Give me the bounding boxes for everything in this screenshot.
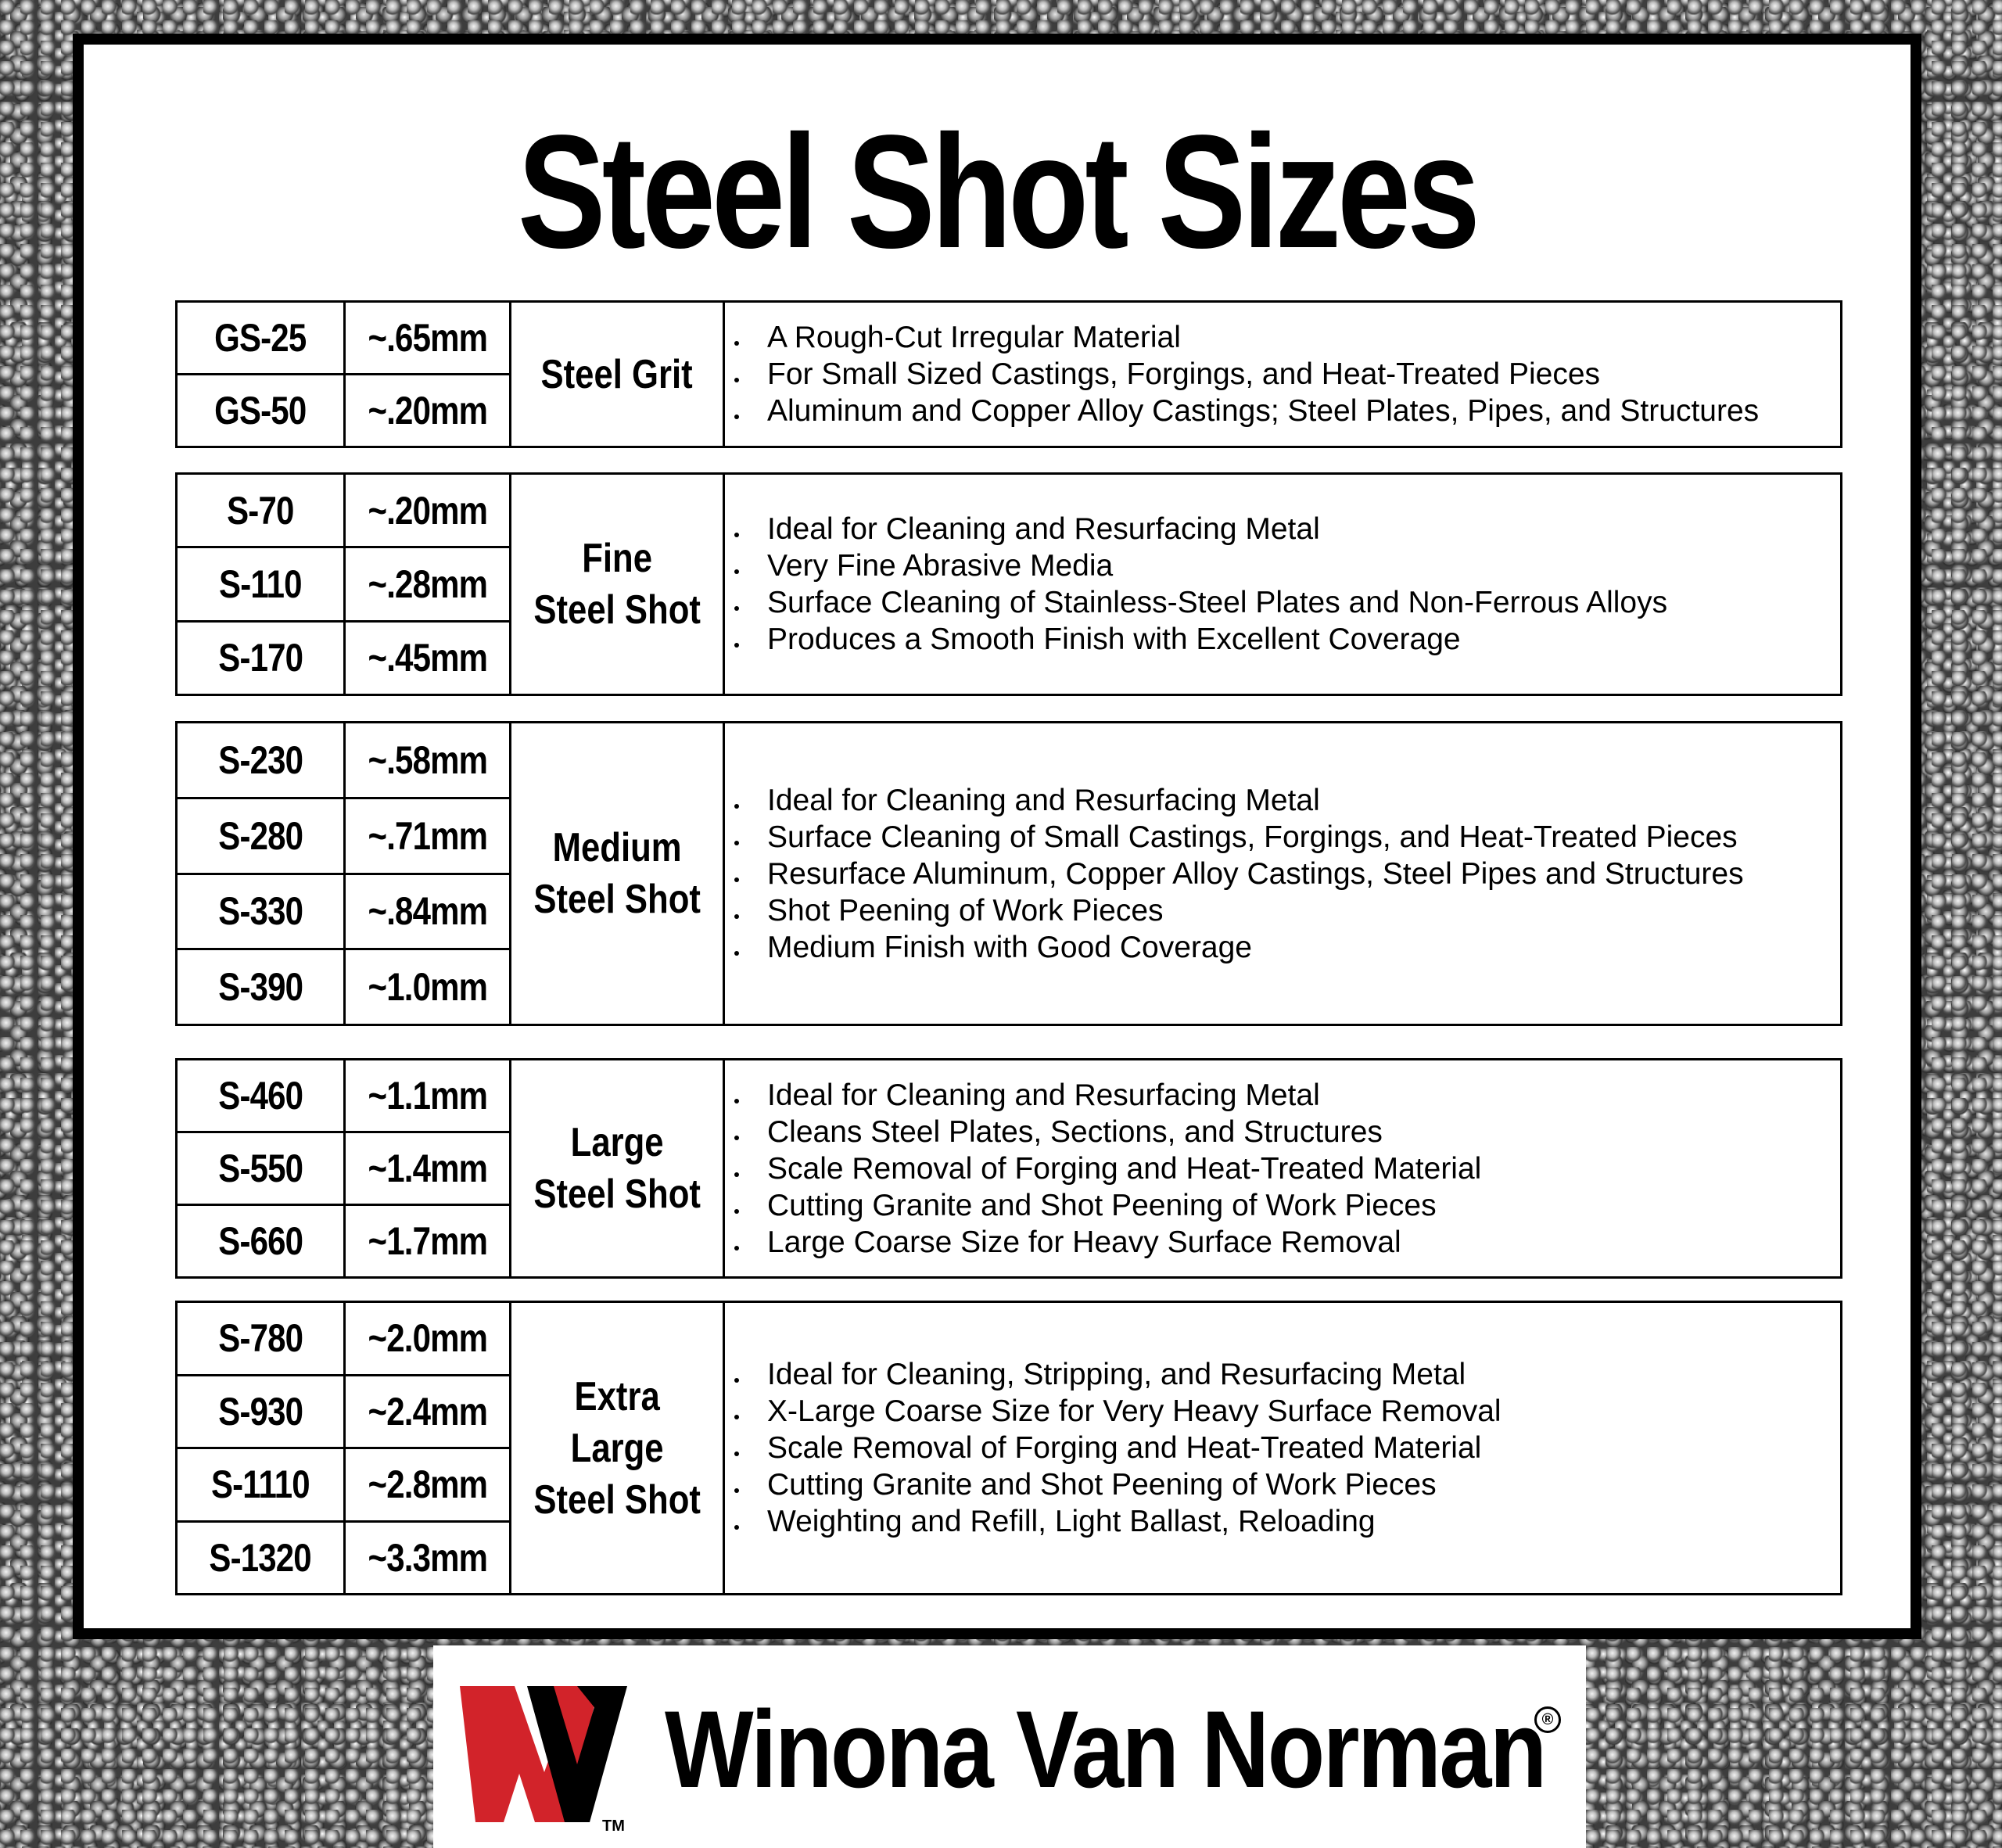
shot-code: S-660	[218, 1219, 303, 1263]
shot-code: S-330	[218, 889, 303, 934]
bullet-item: Shot Peening of Work Pieces	[766, 892, 1840, 929]
category-cell	[511, 1060, 725, 1276]
bullet-item: For Small Sized Castings, Forgings, and Heat-Treated Pieces	[766, 356, 1840, 393]
bullet-list	[766, 511, 1840, 658]
bullet-item: Ideal for Cleaning and Resurfacing Metal	[766, 782, 1840, 819]
shot-size-cell	[346, 950, 511, 1024]
bullet-item: Ideal for Cleaning and Resurfacing Metal	[766, 511, 1840, 547]
shot-code: S-230	[218, 737, 303, 782]
shot-code-cell	[178, 875, 346, 951]
shot-size-cell	[346, 1133, 511, 1206]
description-cell	[725, 723, 1840, 1024]
shot-code-cell	[178, 1523, 346, 1594]
shot-code: S-1110	[211, 1462, 310, 1507]
shot-code: S-70	[227, 488, 294, 533]
bullet-item: Surface Cleaning of Stainless-Steel Plates and Non-Ferrous Alloys	[766, 584, 1840, 621]
shot-size: ~1.7mm	[368, 1219, 487, 1263]
brand-footer	[433, 1645, 1586, 1848]
shot-code-cell	[178, 1060, 346, 1133]
bullet-item: Scale Removal of Forging and Heat-Treated Material	[766, 1430, 1840, 1466]
code-column	[178, 1303, 346, 1593]
bullet-item: Surface Cleaning of Small Castings, Forgings, and Heat-Treated Pieces	[766, 819, 1840, 856]
winona-logo-icon	[460, 1680, 648, 1828]
shot-size-cell	[346, 1206, 511, 1276]
category-label: Steel Grit	[540, 351, 694, 397]
shot-size-cell	[346, 1060, 511, 1133]
category-cell	[511, 475, 725, 694]
shot-code: S-390	[218, 965, 303, 1010]
shot-code-cell	[178, 303, 346, 375]
category-label: Medium Steel Shot	[533, 825, 701, 922]
category-cell	[511, 303, 725, 446]
shot-size-cell	[346, 799, 511, 875]
bullet-list	[766, 1077, 1840, 1261]
code-column	[178, 1060, 346, 1276]
shot-code-cell	[178, 950, 346, 1024]
shot-size: ~.58mm	[368, 737, 487, 782]
shot-size: ~.84mm	[368, 889, 487, 934]
category-cell	[511, 1303, 725, 1593]
category-label: Extra Large Steel Shot	[533, 1373, 701, 1523]
shot-size: ~1.1mm	[368, 1074, 487, 1118]
size-group	[175, 472, 1842, 696]
shot-size-cell	[346, 375, 511, 446]
size-column	[346, 303, 511, 446]
description-cell	[725, 303, 1840, 446]
size-column	[346, 1303, 511, 1593]
shot-size-cell	[346, 475, 511, 548]
shot-size-cell	[346, 1376, 511, 1450]
description-cell	[725, 475, 1840, 694]
shot-size: ~1.4mm	[368, 1146, 487, 1190]
shot-size: ~1.0mm	[368, 965, 487, 1010]
shot-code: S-460	[218, 1074, 303, 1118]
bullet-item: Medium Finish with Good Coverage	[766, 929, 1840, 966]
bullet-item: Weighting and Refill, Light Ballast, Reloading	[766, 1503, 1840, 1540]
shot-size: ~3.3mm	[368, 1535, 487, 1580]
bullet-item: Cutting Granite and Shot Peening of Work Pieces	[766, 1466, 1840, 1503]
bullet-item: Scale Removal of Forging and Heat-Treated Material	[766, 1150, 1840, 1187]
shot-code: S-170	[218, 636, 303, 680]
bullet-item: Aluminum and Copper Alloy Castings; Steel Plates, Pipes, and Structures	[766, 393, 1840, 429]
shot-size: ~2.8mm	[368, 1462, 487, 1507]
shot-code: S-550	[218, 1146, 303, 1190]
shot-size-cell	[346, 1303, 511, 1376]
bullet-item: Very Fine Abrasive Media	[766, 547, 1840, 584]
shot-code: S-780	[218, 1316, 303, 1361]
size-group	[175, 300, 1842, 448]
shot-size: ~2.4mm	[368, 1389, 487, 1434]
category-label: Fine Steel Shot	[533, 536, 701, 633]
page-title: Steel Shot Sizes	[517, 102, 1477, 282]
bullet-list	[766, 319, 1840, 429]
shot-code-cell	[178, 723, 346, 799]
bullet-item: Ideal for Cleaning, Stripping, and Resurfacing Metal	[766, 1356, 1840, 1393]
description-cell	[725, 1303, 1840, 1593]
bullet-list	[766, 782, 1840, 966]
shot-size-cell	[346, 548, 511, 622]
trademark-mark: TM	[602, 1817, 625, 1835]
bullet-item: Ideal for Cleaning and Resurfacing Metal	[766, 1077, 1840, 1114]
size-column	[346, 475, 511, 694]
shot-size: ~.45mm	[368, 636, 487, 680]
shot-code-cell	[178, 1133, 346, 1206]
shot-size: ~.28mm	[368, 562, 487, 606]
bullet-item: X-Large Coarse Size for Very Heavy Surface Removal	[766, 1393, 1840, 1430]
shot-size: ~.20mm	[368, 488, 487, 533]
size-group	[175, 1301, 1842, 1595]
shot-code-cell	[178, 799, 346, 875]
shot-code-cell	[178, 1376, 346, 1450]
shot-code-cell	[178, 375, 346, 446]
code-column	[178, 723, 346, 1024]
shot-size-cell	[346, 623, 511, 694]
bullet-item: A Rough-Cut Irregular Material	[766, 319, 1840, 356]
code-column	[178, 475, 346, 694]
shot-size: ~2.0mm	[368, 1316, 487, 1361]
shot-code-cell	[178, 1449, 346, 1523]
size-column	[346, 1060, 511, 1276]
description-cell	[725, 1060, 1840, 1276]
shot-code-cell	[178, 623, 346, 694]
category-label: Large Steel Shot	[533, 1120, 701, 1217]
size-column	[346, 723, 511, 1024]
shot-size-cell	[346, 875, 511, 951]
bullet-item: Large Coarse Size for Heavy Surface Removal	[766, 1224, 1840, 1261]
size-group	[175, 1058, 1842, 1279]
shot-code-cell	[178, 1206, 346, 1276]
shot-size: ~.65mm	[368, 316, 487, 360]
shot-code: GS-25	[214, 316, 307, 360]
shot-size: ~.20mm	[368, 389, 487, 432]
shot-code-cell	[178, 475, 346, 548]
shot-code: S-1320	[209, 1535, 312, 1580]
shot-code: S-930	[218, 1389, 303, 1434]
shot-code: GS-50	[214, 389, 307, 432]
registered-mark: ®	[1534, 1706, 1561, 1733]
bullet-list	[766, 1356, 1840, 1540]
shot-size-cell	[346, 1523, 511, 1594]
bullet-item: Produces a Smooth Finish with Excellent Coverage	[766, 621, 1840, 658]
shot-size-cell	[346, 723, 511, 799]
brand-name: Winona Van Norman	[665, 1688, 1545, 1810]
bullet-item: Cutting Granite and Shot Peening of Work Pieces	[766, 1187, 1840, 1224]
code-column	[178, 303, 346, 446]
shot-code-cell	[178, 1303, 346, 1376]
shot-size-cell	[346, 1449, 511, 1523]
shot-size-cell	[346, 303, 511, 375]
shot-code: S-280	[218, 813, 303, 858]
bullet-item: Cleans Steel Plates, Sections, and Structures	[766, 1114, 1840, 1150]
category-cell	[511, 723, 725, 1024]
shot-code-cell	[178, 548, 346, 622]
shot-size: ~.71mm	[368, 813, 487, 858]
bullet-item: Resurface Aluminum, Copper Alloy Castings, Steel Pipes and Structures	[766, 856, 1840, 892]
shot-code: S-110	[219, 562, 302, 606]
size-group	[175, 721, 1842, 1026]
